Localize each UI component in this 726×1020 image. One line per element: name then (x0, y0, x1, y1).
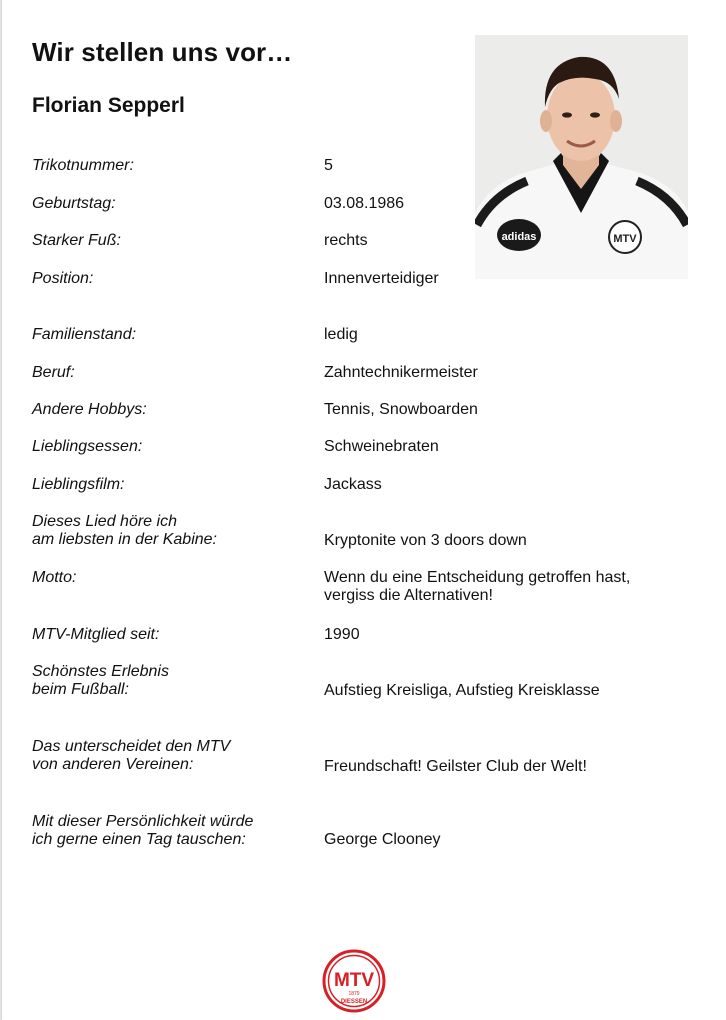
label-favorite-food: Lieblingsessen: (32, 438, 143, 455)
club-logo-text: MTV (333, 970, 375, 991)
club-logo-town: DIESSEN (340, 999, 368, 1005)
value-swap-personality: George Clooney (324, 831, 441, 848)
label-member-since: MTV-Mitglied seit: (32, 626, 160, 643)
profile-page (2, 0, 726, 1020)
label-best-experience: Schönstes Erlebnis beim Fußball: (32, 663, 169, 698)
value-hobbies: Tennis, Snowboarden (324, 401, 478, 418)
label-profession: Beruf: (32, 364, 75, 381)
label-hobbies: Andere Hobbys: (32, 401, 147, 418)
club-logo-year: 1879 (348, 991, 360, 997)
value-cabin-song: Kryptonite von 3 doors down (324, 532, 527, 549)
value-position: Innenverteidiger (324, 270, 439, 287)
value-motto: Wenn du eine Entscheidung getroffen hast, vergiss die Alternativen! (324, 569, 631, 604)
label-club-difference: Das unterscheidet den MTV von anderen Vereinen: (32, 738, 231, 773)
shirt-brand-text: adidas (501, 231, 537, 243)
value-member-since: 1990 (324, 626, 360, 643)
label-cabin-song: Dieses Lied höre ich am liebsten in der Kabine: (32, 513, 217, 548)
shirt-crest-text: MTV (613, 233, 637, 245)
label-position: Position: (32, 270, 94, 287)
player-name: Florian Sepperl (32, 94, 185, 117)
label-strong-foot: Starker Fuß: (32, 232, 121, 249)
player-photo (475, 35, 688, 279)
label-birthday: Geburtstag: (32, 195, 116, 212)
page-title: Wir stellen uns vor… (32, 37, 293, 67)
label-marital-status: Familienstand: (32, 326, 137, 343)
value-profession: Zahntechnikermeister (324, 364, 478, 381)
label-favorite-film: Lieblingsfilm: (32, 476, 125, 493)
club-logo (322, 949, 386, 1013)
value-shirt-number: 5 (324, 157, 333, 174)
label-shirt-number: Trikotnummer: (32, 157, 134, 174)
value-favorite-food: Schweinebraten (324, 438, 439, 455)
value-marital-status: ledig (324, 326, 358, 343)
label-swap-personality: Mit dieser Persönlichkeit würde ich gerne einen Tag tauschen: (32, 813, 254, 848)
value-birthday: 03.08.1986 (324, 195, 405, 212)
value-club-difference: Freundschaft! Geilster Club der Welt! (324, 758, 587, 775)
label-motto: Motto: (32, 569, 77, 586)
value-best-experience: Aufstieg Kreisliga, Aufstieg Kreisklasse (324, 682, 600, 699)
value-strong-foot: rechts (324, 232, 368, 249)
value-favorite-film: Jackass (324, 476, 382, 493)
